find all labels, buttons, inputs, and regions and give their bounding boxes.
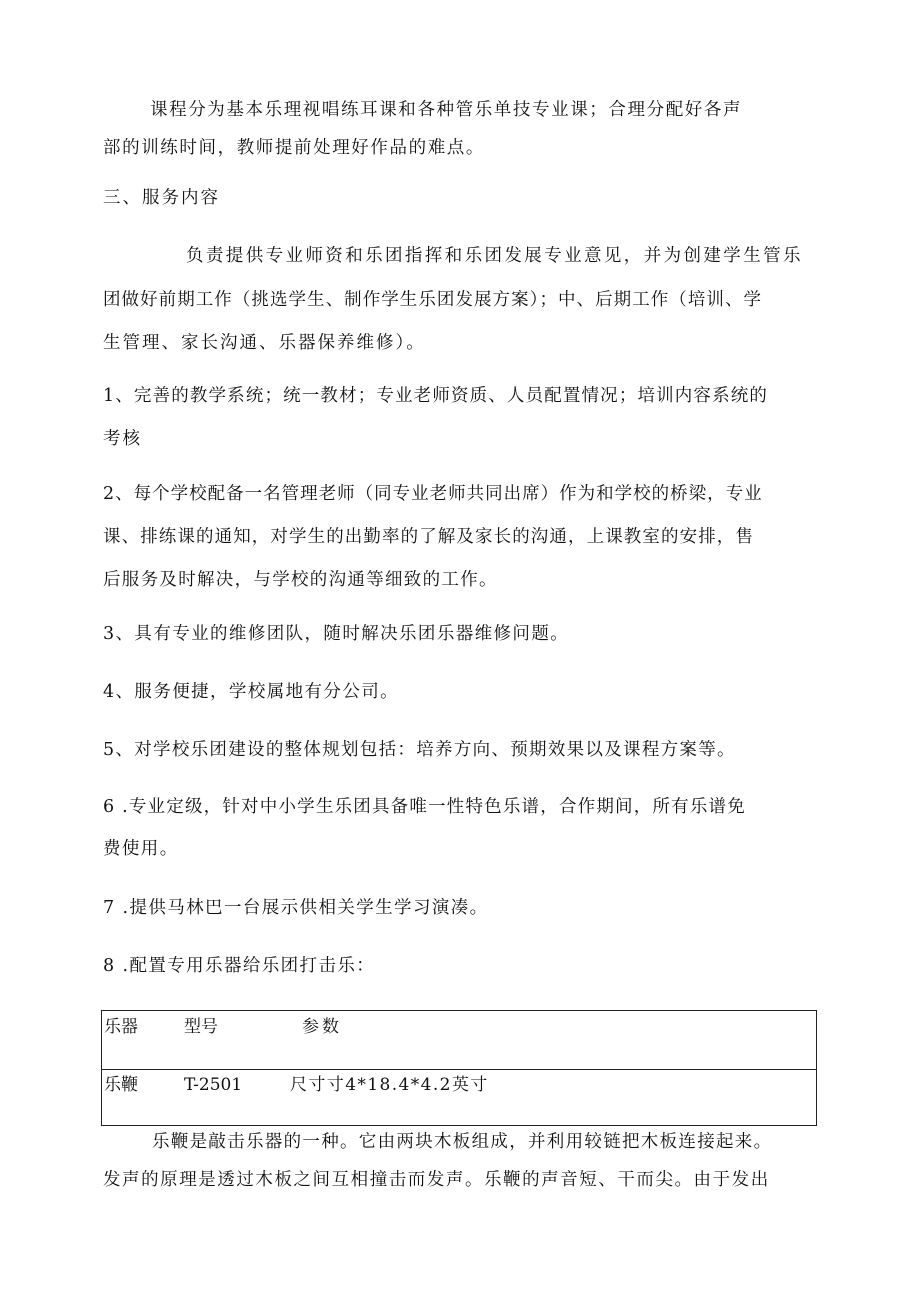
paragraph-service-line-1: 负责提供专业师资和乐团指挥和乐团发展专业意见，并为创建学生管乐 bbox=[186, 246, 803, 266]
table-cell-model: T-2501 bbox=[184, 1075, 243, 1095]
paragraph-whip-line-2: 发声的原理是透过木板之间互相撞击而发声。乐鞭的声音短、干而尖。由于发出 bbox=[103, 1170, 770, 1190]
list-item-8: 8 .配置专用乐器给乐团打击乐： bbox=[103, 956, 376, 976]
list-item-6-line-2: 费使用。 bbox=[103, 839, 179, 859]
table-header-instrument: 乐器 bbox=[104, 1017, 138, 1037]
list-item-1-line-1: 1、完善的教学系统；统一教材；专业老师资质、人员配置情况；培训内容系统的 bbox=[103, 386, 769, 406]
paragraph-service-line-2: 团做好前期工作（挑选学生、制作学生乐团发展方案）；中、后期工作（培训、学 bbox=[103, 290, 763, 310]
section-heading-service: 三、服务内容 bbox=[103, 188, 220, 208]
table-cell-params: 尺寸寸4*18.4*4.2英寸 bbox=[290, 1075, 489, 1095]
table-cell-instrument: 乐鞭 bbox=[104, 1075, 138, 1095]
list-item-4: 4、服务便捷，学校属地有分公司。 bbox=[103, 682, 400, 702]
paragraph-course-line-2: 部的训练时间，教师提前处理好作品的难点。 bbox=[103, 138, 485, 158]
table-header-params: 参数 bbox=[302, 1017, 342, 1037]
list-item-5: 5、对学校乐团建设的整体规划包括：培养方向、预期效果以及课程方案等。 bbox=[103, 740, 736, 760]
paragraph-course-line-1: 课程分为基本乐理视唱练耳课和各种管乐单技专业课；合理分配好各声 bbox=[150, 100, 743, 120]
list-item-2-line-3: 后服务及时解决，与学校的沟通等细致的工作。 bbox=[103, 570, 498, 590]
list-item-7: 7 .提供马林巴一台展示供相关学生学习演凑。 bbox=[103, 898, 489, 918]
table-header-model: 型号 bbox=[184, 1017, 218, 1037]
list-item-6-line-1: 6 .专业定级，针对中小学生乐团具备唯一性特色乐谱，合作期间，所有乐谱免 bbox=[103, 797, 746, 817]
list-item-3: 3、具有专业的维修团队，随时解决乐团乐器维修问题。 bbox=[103, 624, 570, 644]
list-item-1-line-2: 考核 bbox=[103, 429, 142, 449]
list-item-2-line-1: 2、每个学校配备一名管理老师（同专业老师共同出席）作为和学校的桥梁，专业 bbox=[103, 484, 763, 504]
table-row bbox=[102, 1069, 816, 1127]
paragraph-service-line-3: 生管理、家长沟通、乐器保养维修）。 bbox=[103, 333, 426, 353]
paragraph-whip-line-1: 乐鞭是敲击乐器的一种。它由两块木板组成，并利用较链把木板连接起来。 bbox=[152, 1132, 773, 1152]
instrument-table bbox=[101, 1010, 817, 1126]
list-item-2-line-2: 课、排练课的通知，对学生的出勤率的了解及家长的沟通，上课教室的安排，售 bbox=[103, 527, 754, 547]
table-header-row bbox=[102, 1011, 816, 1070]
